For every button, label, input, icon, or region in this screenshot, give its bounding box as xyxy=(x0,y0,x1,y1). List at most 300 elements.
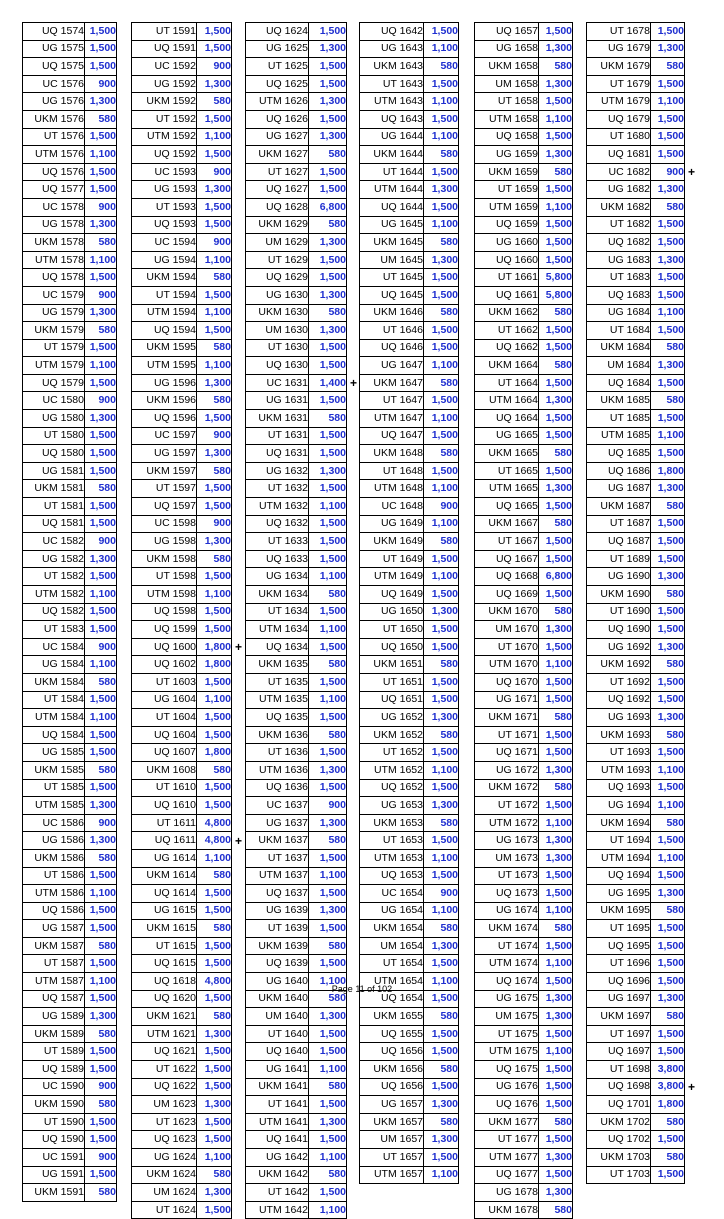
item-price: 1,500 xyxy=(85,445,117,463)
item-price: 900 xyxy=(197,515,232,533)
item-price: 1,300 xyxy=(651,638,685,656)
table-row xyxy=(246,198,347,216)
item-code: UQ 1668 xyxy=(475,568,539,586)
item-code: UTM 1634 xyxy=(246,621,309,639)
table-row xyxy=(475,146,573,164)
item-price: 1,500 xyxy=(424,392,459,410)
table-row xyxy=(475,1043,573,1061)
item-price: 1,300 xyxy=(85,550,117,568)
item-price: 580 xyxy=(651,392,685,410)
plus-marker: + xyxy=(235,640,243,655)
table-row xyxy=(360,181,459,199)
table-row xyxy=(475,638,573,656)
table-row xyxy=(475,198,573,216)
table-row xyxy=(23,445,117,463)
item-code: UQ 1660 xyxy=(475,251,539,269)
item-price: 1,300 xyxy=(539,75,573,93)
table-row xyxy=(475,374,573,392)
item-price: 1,100 xyxy=(85,146,117,164)
table-row xyxy=(475,181,573,199)
item-code: UT 1657 xyxy=(360,1149,424,1167)
item-price: 900 xyxy=(197,427,232,445)
item-price: 1,500 xyxy=(424,269,459,287)
item-code: UKM 1693 xyxy=(587,726,651,744)
item-code: UT 1703 xyxy=(587,1166,651,1184)
item-price: 1,500 xyxy=(85,955,117,973)
item-price: 1,500 xyxy=(539,322,573,340)
item-code: UTM 1587 xyxy=(23,973,85,991)
item-price: 1,500 xyxy=(85,515,117,533)
item-price: 580 xyxy=(424,304,459,322)
item-price: 580 xyxy=(309,1166,347,1184)
table-row xyxy=(360,955,459,973)
item-code: UM 1675 xyxy=(475,1008,539,1026)
item-code: UKM 1586 xyxy=(23,849,85,867)
table-row xyxy=(132,374,232,392)
item-code: UQ 1586 xyxy=(23,902,85,920)
item-code: UT 1631 xyxy=(246,427,309,445)
item-code: UG 1678 xyxy=(475,1184,539,1202)
item-price: 580 xyxy=(651,726,685,744)
item-price: 1,100 xyxy=(424,849,459,867)
item-code: UC 1586 xyxy=(23,814,85,832)
table-row xyxy=(360,1131,459,1149)
item-price: 1,500 xyxy=(539,23,573,41)
item-price: 1,500 xyxy=(539,726,573,744)
item-price: 1,500 xyxy=(539,1096,573,1114)
item-code: UKM 1648 xyxy=(360,445,424,463)
item-code: UG 1624 xyxy=(132,1149,197,1167)
table-row xyxy=(475,251,573,269)
table-row xyxy=(587,656,685,674)
table-row xyxy=(360,1096,459,1114)
item-code: UT 1651 xyxy=(360,673,424,691)
item-code: UG 1591 xyxy=(23,1166,85,1184)
table-row xyxy=(132,128,232,146)
table-row xyxy=(23,832,117,850)
table-row xyxy=(23,357,117,375)
item-price: 1,500 xyxy=(197,146,232,164)
item-code: UG 1586 xyxy=(23,832,85,850)
item-price: 1,500 xyxy=(197,1113,232,1131)
item-price: 900 xyxy=(85,198,117,216)
item-price: 900 xyxy=(85,1149,117,1167)
table-row xyxy=(23,709,117,727)
item-code: UT 1581 xyxy=(23,498,85,516)
item-code: UQ 1664 xyxy=(475,410,539,428)
item-price: 1,300 xyxy=(197,1184,232,1202)
table-row xyxy=(360,920,459,938)
item-code: UT 1593 xyxy=(132,198,197,216)
item-price: 900 xyxy=(85,533,117,551)
table-row xyxy=(23,902,117,920)
table-row xyxy=(23,726,117,744)
item-price: 1,500 xyxy=(651,1166,685,1184)
item-price: 1,500 xyxy=(651,515,685,533)
item-code: UT 1652 xyxy=(360,744,424,762)
table-row xyxy=(475,392,573,410)
item-price: 1,500 xyxy=(424,339,459,357)
price-column-2 xyxy=(131,22,232,1219)
table-row xyxy=(360,445,459,463)
item-price: 1,300 xyxy=(309,462,347,480)
table-row xyxy=(475,427,573,445)
table-row xyxy=(23,1149,117,1167)
table-row xyxy=(360,1025,459,1043)
table-row xyxy=(23,1131,117,1149)
item-price: 580 xyxy=(651,198,685,216)
item-code: UT 1687 xyxy=(587,515,651,533)
item-price: 1,500 xyxy=(309,1096,347,1114)
table-row xyxy=(246,867,347,885)
table-row xyxy=(132,427,232,445)
item-price: 580 xyxy=(539,1201,573,1219)
table-row xyxy=(23,251,117,269)
item-price: 580 xyxy=(85,761,117,779)
item-code: UT 1694 xyxy=(587,832,651,850)
item-price: 1,500 xyxy=(539,181,573,199)
table-row xyxy=(23,867,117,885)
item-price: 580 xyxy=(309,216,347,234)
item-price: 580 xyxy=(539,515,573,533)
table-row xyxy=(475,885,573,903)
item-price: 1,300 xyxy=(309,128,347,146)
table-row xyxy=(587,251,685,269)
item-price: 4,800 xyxy=(197,832,232,850)
table-row xyxy=(132,550,232,568)
item-price: 1,500 xyxy=(651,374,685,392)
item-price: 900 xyxy=(85,75,117,93)
table-row xyxy=(587,374,685,392)
item-price: 580 xyxy=(651,498,685,516)
item-price: 1,100 xyxy=(197,849,232,867)
item-code: UM 1640 xyxy=(246,1008,309,1026)
item-code: UG 1596 xyxy=(132,374,197,392)
item-price: 1,300 xyxy=(539,832,573,850)
item-price: 1,500 xyxy=(651,955,685,973)
table-row xyxy=(23,586,117,604)
table-row xyxy=(132,656,232,674)
item-code: UKM 1644 xyxy=(360,146,424,164)
table-row xyxy=(475,849,573,867)
item-price: 1,500 xyxy=(539,216,573,234)
item-code: UQ 1628 xyxy=(246,198,309,216)
table-row xyxy=(23,93,117,111)
table-row xyxy=(23,462,117,480)
item-price: 1,500 xyxy=(651,146,685,164)
table-row xyxy=(23,673,117,691)
item-code: UQ 1625 xyxy=(246,75,309,93)
table-row xyxy=(587,198,685,216)
item-price: 1,500 xyxy=(85,621,117,639)
item-price: 1,500 xyxy=(424,673,459,691)
item-code: UTM 1579 xyxy=(23,357,85,375)
item-code: UC 1592 xyxy=(132,58,197,76)
item-price: 1,500 xyxy=(651,269,685,287)
item-code: UC 1597 xyxy=(132,427,197,445)
item-code: UG 1597 xyxy=(132,445,197,463)
table-row xyxy=(587,1078,685,1096)
item-code: UT 1639 xyxy=(246,920,309,938)
table-row xyxy=(475,234,573,252)
item-code: UG 1695 xyxy=(587,885,651,903)
item-price: 580 xyxy=(85,1184,117,1202)
item-code: UT 1634 xyxy=(246,603,309,621)
item-price: 1,500 xyxy=(85,568,117,586)
table-row xyxy=(23,1061,117,1079)
item-code: UKM 1646 xyxy=(360,304,424,322)
item-price: 1,500 xyxy=(85,779,117,797)
item-code: UG 1585 xyxy=(23,744,85,762)
item-code: UQ 1643 xyxy=(360,110,424,128)
item-price: 1,300 xyxy=(309,1113,347,1131)
table-row xyxy=(475,1078,573,1096)
table-row xyxy=(360,427,459,445)
item-code: UKM 1670 xyxy=(475,603,539,621)
item-price: 580 xyxy=(424,146,459,164)
item-price: 1,500 xyxy=(424,586,459,604)
item-price: 1,500 xyxy=(651,744,685,762)
table-row xyxy=(360,586,459,604)
item-code: UTM 1632 xyxy=(246,498,309,516)
table-row xyxy=(587,23,685,41)
item-price: 1,500 xyxy=(651,110,685,128)
item-code: UQ 1645 xyxy=(360,286,424,304)
item-price: 580 xyxy=(85,1096,117,1114)
item-price: 1,800 xyxy=(197,744,232,762)
table-row xyxy=(246,885,347,903)
table-row xyxy=(360,40,459,58)
item-price: 1,500 xyxy=(651,322,685,340)
item-price: 1,500 xyxy=(309,1043,347,1061)
item-price: 900 xyxy=(85,392,117,410)
item-code: UTM 1652 xyxy=(360,761,424,779)
item-code: UKM 1647 xyxy=(360,374,424,392)
item-code: UKM 1674 xyxy=(475,920,539,938)
item-code: UKM 1629 xyxy=(246,216,309,234)
item-code: UT 1677 xyxy=(475,1131,539,1149)
table-row xyxy=(132,1184,232,1202)
table-row xyxy=(587,1025,685,1043)
item-price: 580 xyxy=(197,920,232,938)
item-code: UT 1622 xyxy=(132,1061,197,1079)
item-price: 1,500 xyxy=(309,1131,347,1149)
item-price: 1,500 xyxy=(651,621,685,639)
item-code: UC 1580 xyxy=(23,392,85,410)
table-row xyxy=(587,322,685,340)
item-code: UG 1687 xyxy=(587,480,651,498)
item-price: 580 xyxy=(651,1008,685,1026)
price-column-5 xyxy=(474,22,573,1219)
item-price: 580 xyxy=(539,163,573,181)
item-price: 1,800 xyxy=(197,656,232,674)
item-code: UKM 1637 xyxy=(246,832,309,850)
table-row xyxy=(23,638,117,656)
table-row xyxy=(475,902,573,920)
table-row xyxy=(475,1201,573,1219)
table-row xyxy=(360,322,459,340)
item-price: 580 xyxy=(197,761,232,779)
item-price: 1,500 xyxy=(309,1025,347,1043)
table-row xyxy=(587,726,685,744)
table-row xyxy=(132,110,232,128)
item-code: UG 1592 xyxy=(132,75,197,93)
item-price: 1,500 xyxy=(309,673,347,691)
table-row xyxy=(132,533,232,551)
table-row xyxy=(246,40,347,58)
item-price: 1,500 xyxy=(539,1131,573,1149)
item-price: 580 xyxy=(539,779,573,797)
table-row xyxy=(360,691,459,709)
item-code: UT 1661 xyxy=(475,269,539,287)
table-row xyxy=(23,110,117,128)
table-row xyxy=(587,621,685,639)
item-code: UM 1624 xyxy=(132,1184,197,1202)
item-price: 3,800 xyxy=(651,1078,685,1096)
table-row xyxy=(475,23,573,41)
table-row xyxy=(587,920,685,938)
item-price: 1,500 xyxy=(539,744,573,762)
item-code: UM 1629 xyxy=(246,234,309,252)
table-row xyxy=(360,1149,459,1167)
item-code: UKM 1615 xyxy=(132,920,197,938)
table-row xyxy=(132,93,232,111)
item-code: UKM 1682 xyxy=(587,198,651,216)
item-code: UC 1591 xyxy=(23,1149,85,1167)
item-code: UG 1575 xyxy=(23,40,85,58)
item-price: 1,100 xyxy=(539,656,573,674)
table-row xyxy=(246,286,347,304)
price-column-1 xyxy=(22,22,117,1202)
item-code: UG 1660 xyxy=(475,234,539,252)
item-code: UQ 1630 xyxy=(246,357,309,375)
item-price: 1,500 xyxy=(309,163,347,181)
item-code: UKM 1658 xyxy=(475,58,539,76)
item-price: 1,500 xyxy=(197,198,232,216)
item-price: 1,500 xyxy=(539,937,573,955)
item-code: UT 1594 xyxy=(132,286,197,304)
table-row xyxy=(23,427,117,445)
item-code: UTM 1654 xyxy=(360,973,424,991)
item-code: UT 1670 xyxy=(475,638,539,656)
table-row xyxy=(475,1008,573,1026)
item-code: UKM 1667 xyxy=(475,515,539,533)
item-code: UT 1685 xyxy=(587,410,651,428)
item-price: 900 xyxy=(85,638,117,656)
item-code: UQ 1611 xyxy=(132,832,197,850)
item-code: UC 1579 xyxy=(23,286,85,304)
item-price: 1,500 xyxy=(309,110,347,128)
item-code: UQ 1614 xyxy=(132,885,197,903)
item-code: UQ 1653 xyxy=(360,867,424,885)
table-row xyxy=(132,1149,232,1167)
item-price: 1,100 xyxy=(424,357,459,375)
item-code: UKM 1702 xyxy=(587,1113,651,1131)
item-price: 1,100 xyxy=(539,955,573,973)
item-code: UQ 1639 xyxy=(246,955,309,973)
item-price: 1,300 xyxy=(651,709,685,727)
item-price: 580 xyxy=(539,1113,573,1131)
table-row xyxy=(23,955,117,973)
item-price: 580 xyxy=(197,1166,232,1184)
table-row xyxy=(246,75,347,93)
table-row xyxy=(132,638,232,656)
item-code: UKM 1697 xyxy=(587,1008,651,1026)
item-code: UT 1679 xyxy=(587,75,651,93)
item-price: 1,500 xyxy=(539,498,573,516)
table-row xyxy=(587,638,685,656)
item-price: 1,500 xyxy=(309,251,347,269)
item-code: UT 1585 xyxy=(23,779,85,797)
item-price: 1,300 xyxy=(651,357,685,375)
table-row xyxy=(587,1131,685,1149)
table-row xyxy=(475,58,573,76)
item-price: 1,100 xyxy=(309,1201,347,1219)
item-price: 4,800 xyxy=(197,973,232,991)
item-code: UQ 1692 xyxy=(587,691,651,709)
item-price: 1,500 xyxy=(197,709,232,727)
item-price: 1,500 xyxy=(197,621,232,639)
table-row xyxy=(132,568,232,586)
item-price: 1,100 xyxy=(539,902,573,920)
price-table xyxy=(474,22,573,1219)
item-price: 1,100 xyxy=(197,586,232,604)
item-code: UT 1645 xyxy=(360,269,424,287)
item-code: UG 1625 xyxy=(246,40,309,58)
item-code: UQ 1602 xyxy=(132,656,197,674)
table-row xyxy=(246,533,347,551)
item-price: 900 xyxy=(424,498,459,516)
item-code: UT 1576 xyxy=(23,128,85,146)
item-price: 900 xyxy=(85,286,117,304)
item-code: UT 1630 xyxy=(246,339,309,357)
table-row xyxy=(587,1149,685,1167)
item-code: UQ 1618 xyxy=(132,973,197,991)
table-row xyxy=(246,410,347,428)
table-row xyxy=(475,110,573,128)
table-row xyxy=(246,814,347,832)
item-price: 1,100 xyxy=(309,691,347,709)
table-row xyxy=(23,656,117,674)
item-price: 1,100 xyxy=(309,568,347,586)
table-row xyxy=(587,146,685,164)
item-code: UKM 1591 xyxy=(23,1184,85,1202)
item-code: UG 1697 xyxy=(587,990,651,1008)
table-row xyxy=(360,1078,459,1096)
item-price: 1,500 xyxy=(197,498,232,516)
item-price: 1,500 xyxy=(309,533,347,551)
item-price: 580 xyxy=(309,726,347,744)
table-row xyxy=(246,955,347,973)
price-table xyxy=(359,22,459,1184)
item-code: UQ 1607 xyxy=(132,744,197,762)
table-row xyxy=(132,198,232,216)
item-price: 1,500 xyxy=(539,339,573,357)
table-row xyxy=(587,673,685,691)
item-price: 1,500 xyxy=(651,920,685,938)
item-price: 1,500 xyxy=(85,920,117,938)
item-code: UG 1650 xyxy=(360,603,424,621)
item-code: UQ 1687 xyxy=(587,533,651,551)
item-price: 1,300 xyxy=(539,849,573,867)
table-row xyxy=(23,1184,117,1202)
item-code: UM 1673 xyxy=(475,849,539,867)
item-price: 580 xyxy=(85,110,117,128)
item-code: UQ 1584 xyxy=(23,726,85,744)
item-code: UTM 1649 xyxy=(360,568,424,586)
table-row xyxy=(475,867,573,885)
item-code: UTM 1658 xyxy=(475,110,539,128)
